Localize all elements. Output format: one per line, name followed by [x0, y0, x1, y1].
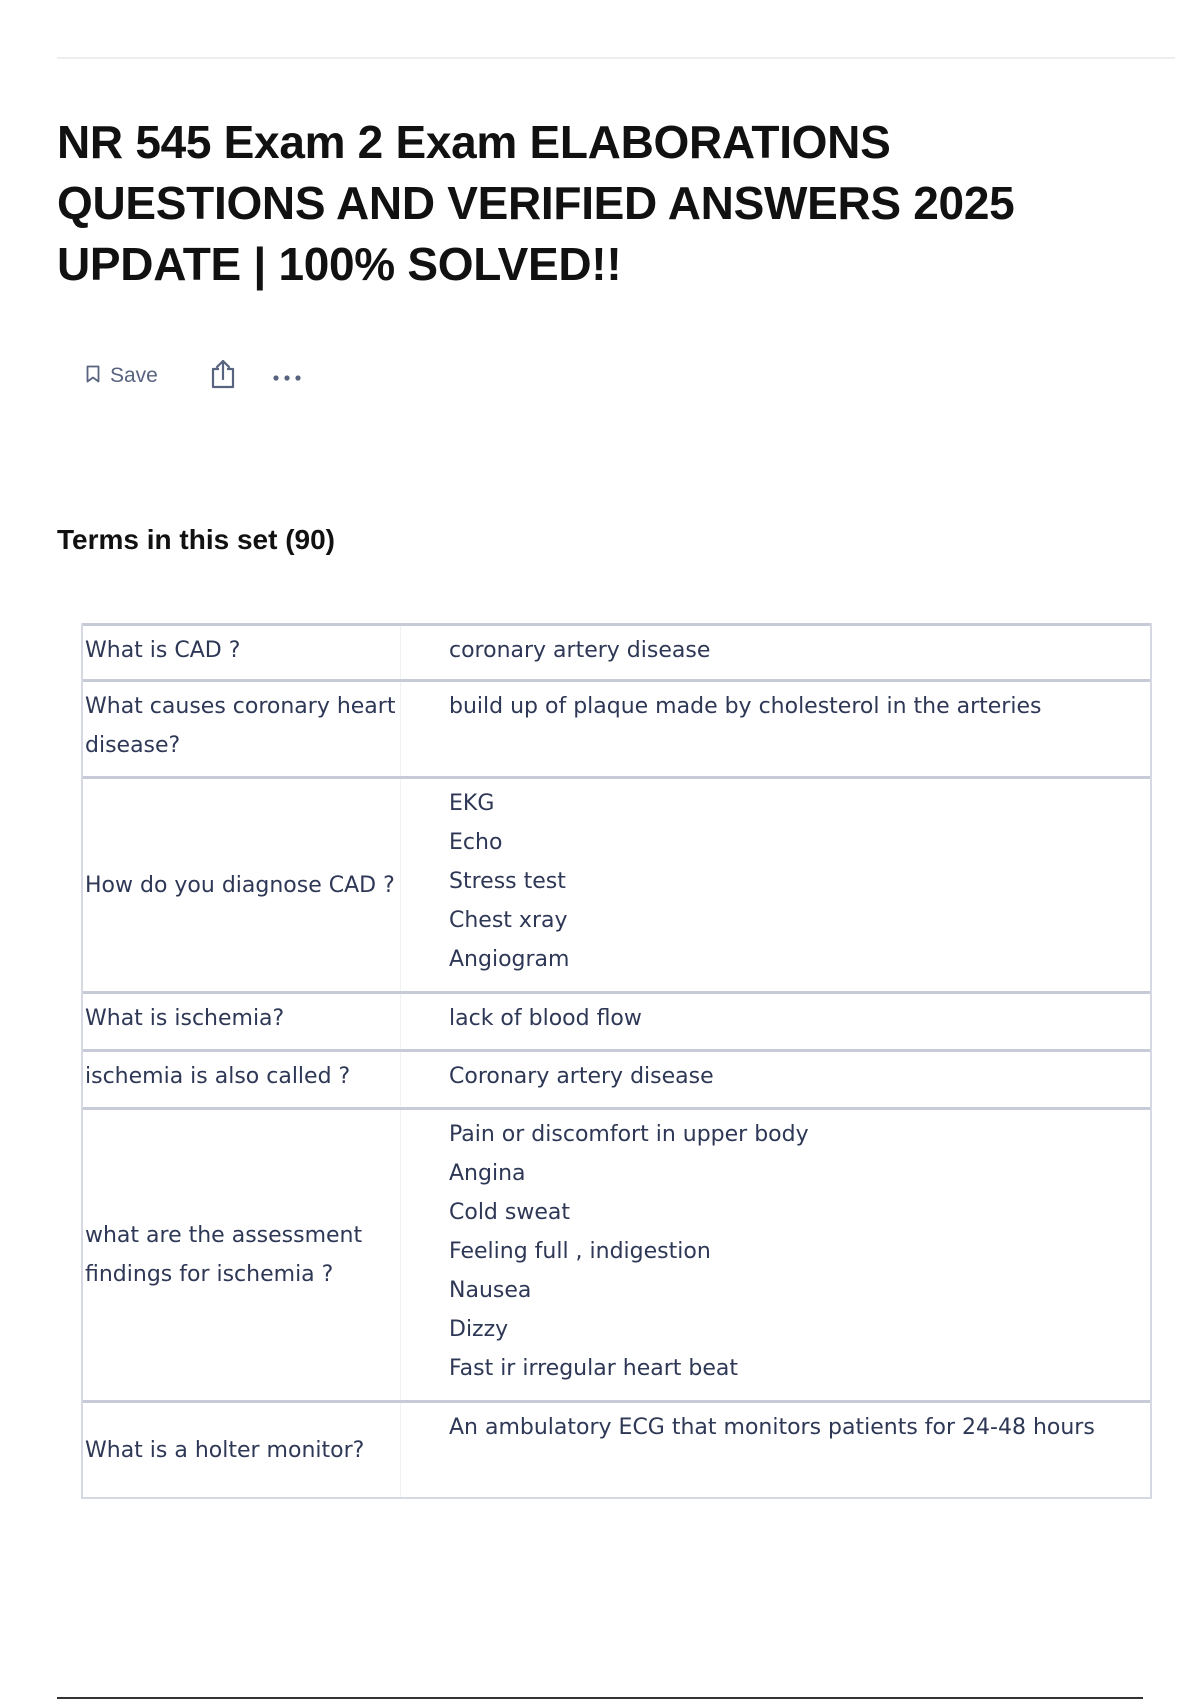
- definition-line: Stress test: [449, 869, 566, 894]
- definition-line: Angiogram: [449, 947, 570, 972]
- definition-line: Angina: [449, 1161, 526, 1186]
- top-divider: [57, 57, 1175, 59]
- share-button[interactable]: [210, 359, 236, 393]
- term-text: [83, 1110, 401, 1400]
- save-label: Save: [110, 364, 158, 387]
- definition-line: Chest xray: [449, 908, 568, 933]
- definition-cell: [401, 1403, 1150, 1497]
- term-text: What is ischemia?: [83, 994, 401, 1049]
- bottom-divider: [57, 1697, 1143, 1699]
- term-row: [83, 1107, 1150, 1400]
- definition-line: Fast ir irregular heart beat: [449, 1356, 738, 1381]
- definition-cell: [401, 1052, 1150, 1107]
- definition-line: Cold sweat: [449, 1200, 570, 1225]
- more-icon: [272, 367, 302, 386]
- definition-line: lack of blood flow: [449, 1006, 642, 1031]
- definition-cell: [401, 994, 1150, 1049]
- term-row: [83, 776, 1150, 991]
- save-button[interactable]: [86, 364, 158, 388]
- terms-heading: Terms in this set (90): [57, 524, 336, 555]
- definition-line: Pain or discomfort in upper body: [449, 1122, 809, 1147]
- definition-cell: [401, 626, 1150, 679]
- more-button[interactable]: [272, 367, 302, 386]
- definition-cell: [401, 779, 1150, 991]
- term-text: What is CAD ?: [83, 626, 401, 679]
- terms-table: [81, 623, 1152, 1499]
- term-row: [83, 1049, 1150, 1107]
- definition-line: Feeling full , indigestion: [449, 1239, 711, 1264]
- definition-cell: [401, 1110, 1150, 1400]
- term-row: [83, 623, 1150, 679]
- definition-line: build up of plaque made by cholesterol in the arteries: [449, 694, 1042, 719]
- term-text: ischemia is also called ?: [83, 1052, 401, 1107]
- term-row: [83, 991, 1150, 1049]
- definition-line: Coronary artery disease: [449, 1064, 714, 1089]
- term-label: what are the assessment findings for ischemia ?: [85, 1223, 363, 1287]
- share-icon: [210, 359, 236, 393]
- term-row: [83, 679, 1150, 776]
- definition-line: Echo: [449, 830, 503, 855]
- term-row: [83, 1400, 1150, 1497]
- definition-line: Dizzy: [449, 1317, 509, 1342]
- definition-line: coronary artery disease: [449, 638, 711, 663]
- term-text: [83, 779, 401, 991]
- definition-line: Nausea: [449, 1278, 532, 1303]
- definition-line: EKG: [449, 791, 495, 816]
- term-text: [83, 1403, 401, 1497]
- bookmark-icon: [86, 365, 100, 387]
- term-text: What causes coronary heart disease?: [83, 682, 401, 776]
- term-label: What is a holter monitor?: [85, 1437, 365, 1463]
- action-bar: [86, 358, 302, 394]
- definition-line: An ambulatory ECG that monitors patients for 24-48 hours: [449, 1415, 1095, 1440]
- definition-cell: [401, 682, 1150, 776]
- page-title: NR 545 Exam 2 Exam ELABORATIONS QUESTIONS AND VERIFIED ANSWERS 2025 UPDATE | 100% SOLVED!!: [57, 116, 1015, 290]
- term-label: How do you diagnose CAD ?: [85, 872, 395, 898]
